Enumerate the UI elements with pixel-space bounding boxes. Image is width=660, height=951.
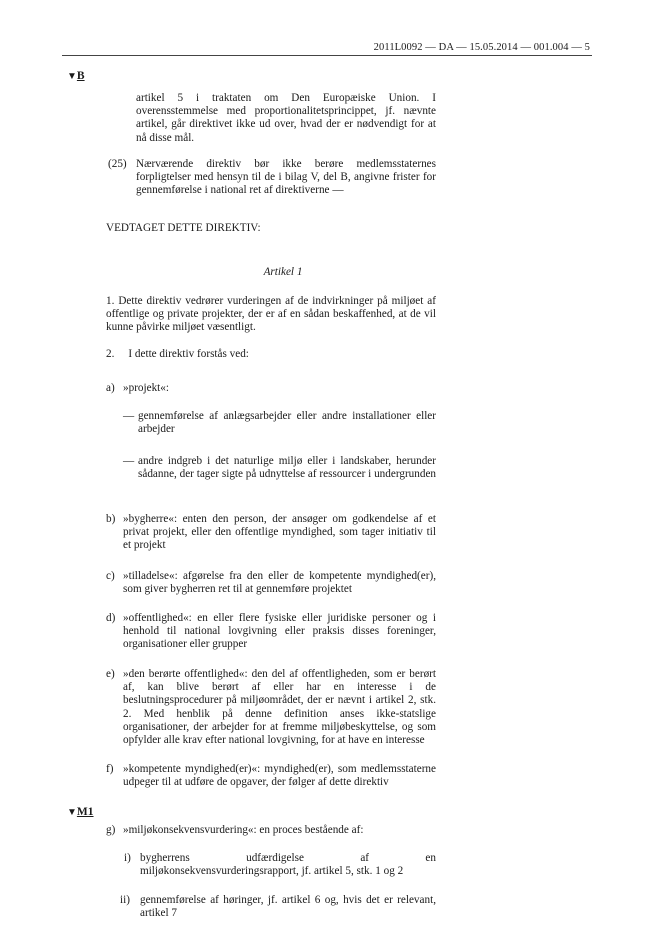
item-g-label: g) bbox=[106, 824, 116, 836]
item-e-label: e) bbox=[106, 668, 115, 680]
item-a-text: »projekt«: bbox=[123, 382, 169, 394]
item-c-text: »tilladelse«: afgørelse fra den eller de kompetente myndighed(er), som giver bygherren ret til at gennemføre projektet bbox=[123, 570, 436, 596]
page-header: 2011L0092 — DA — 15.05.2014 — 001.004 — 5 bbox=[373, 42, 590, 53]
item-d-label: d) bbox=[106, 612, 116, 624]
sub-ii-text: gennemførelse af høringer, jf. artikel 6 og, hvis det er relevant, artikel 7 bbox=[140, 894, 436, 920]
dash-2-text: andre indgreb i det naturlige miljø eller i landskaber, herunder sådanne, der tager sigte på udnyttelse af ressourcer i undergrunden bbox=[138, 455, 437, 481]
triangle-icon: ▼ bbox=[67, 71, 77, 82]
paragraph-1: 1. Dette direktiv vedrører vurderingen af de indvirkninger på miljøet af offentlige og private projekter, der er af en sådan beskaffenhed, at de vil kunne påvirke miljøet væsentligt. bbox=[106, 295, 436, 334]
recital-25-text: Nærværende direktiv bør ikke berøre medlemsstaternes forpligtelser med hensyn til de i bilag V, del B, angivne frister for gennemførelse i national ret af direktiverne — bbox=[136, 158, 436, 197]
dash-1-text: gennemførelse af anlægsarbejder eller andre installationer eller arbejder bbox=[138, 410, 436, 436]
item-d-text: »offentlighed«: en eller flere fysiske eller juridiske personer og i henhold til national lovgivning eller praksis disses foreninger, organisationer eller grupper bbox=[123, 612, 436, 651]
recital-number: (25) bbox=[108, 158, 127, 170]
triangle-icon: ▼ bbox=[67, 807, 77, 818]
marker-code: B bbox=[76, 70, 85, 82]
item-f-label: f) bbox=[106, 763, 114, 775]
sub-ii-label: ii) bbox=[120, 894, 130, 906]
recital-continuation: artikel 5 i traktaten om Den Europæiske Union. I overensstemmelse med proportionalitetsprincippet, jf. nævnte artikel, går direktivet ikke ud over, hvad der er nødvendigt for at nå disse mål. bbox=[136, 92, 436, 144]
amendment-marker-m1[interactable] bbox=[67, 806, 94, 818]
item-b-label: b) bbox=[106, 513, 116, 525]
sub-i-text: bygherrens udfærdigelse af en miljøkonsekvensvurderingsrapport, jf. artikel 5, stk. 1 og 2 bbox=[140, 852, 436, 878]
dash-1-mark: — bbox=[123, 410, 135, 422]
paragraph-2: 2. I dette direktiv forstås ved: bbox=[106, 348, 249, 360]
item-b-text: »bygherre«: enten den person, der ansøger om godkendelse af et privat projekt, eller den offentlige myndighed, som tager initiativ til et projekt bbox=[123, 513, 436, 552]
item-f-text: »kompetente myndighed(er)«: myndighed(er), som medlemsstaterne udpeger til at udføre de opgaver, der følger af dette direktiv bbox=[123, 763, 436, 789]
article-title: Artikel 1 bbox=[263, 266, 303, 278]
item-g-text: »miljøkonsekvensvurdering«: en proces bestående af: bbox=[123, 824, 364, 836]
adopted-heading: VEDTAGET DETTE DIREKTIV: bbox=[106, 222, 261, 234]
item-e-text: »den berørte offentlighed«: den del af offentligheden, som er berørt af, kan blive berørt af eller har en interesse i de beslutningsprocedurer på miljøområdet, der er nævnt i artikel 2, stk. 2. Med henblik på denne definition anses ikke-statslige organisationer, der arbejder for at fremme miljøbeskyttelse, og som opfylder alle krav efter national lovgivning, for at have en interesse bbox=[123, 668, 436, 747]
item-a-label: a) bbox=[106, 382, 115, 394]
sub-i-label: i) bbox=[124, 852, 131, 864]
dash-2-mark: — bbox=[123, 455, 135, 467]
item-c-label: c) bbox=[106, 570, 115, 582]
amendment-marker-b[interactable] bbox=[67, 70, 85, 82]
marker-code: M1 bbox=[76, 806, 94, 818]
header-rule bbox=[62, 55, 592, 56]
